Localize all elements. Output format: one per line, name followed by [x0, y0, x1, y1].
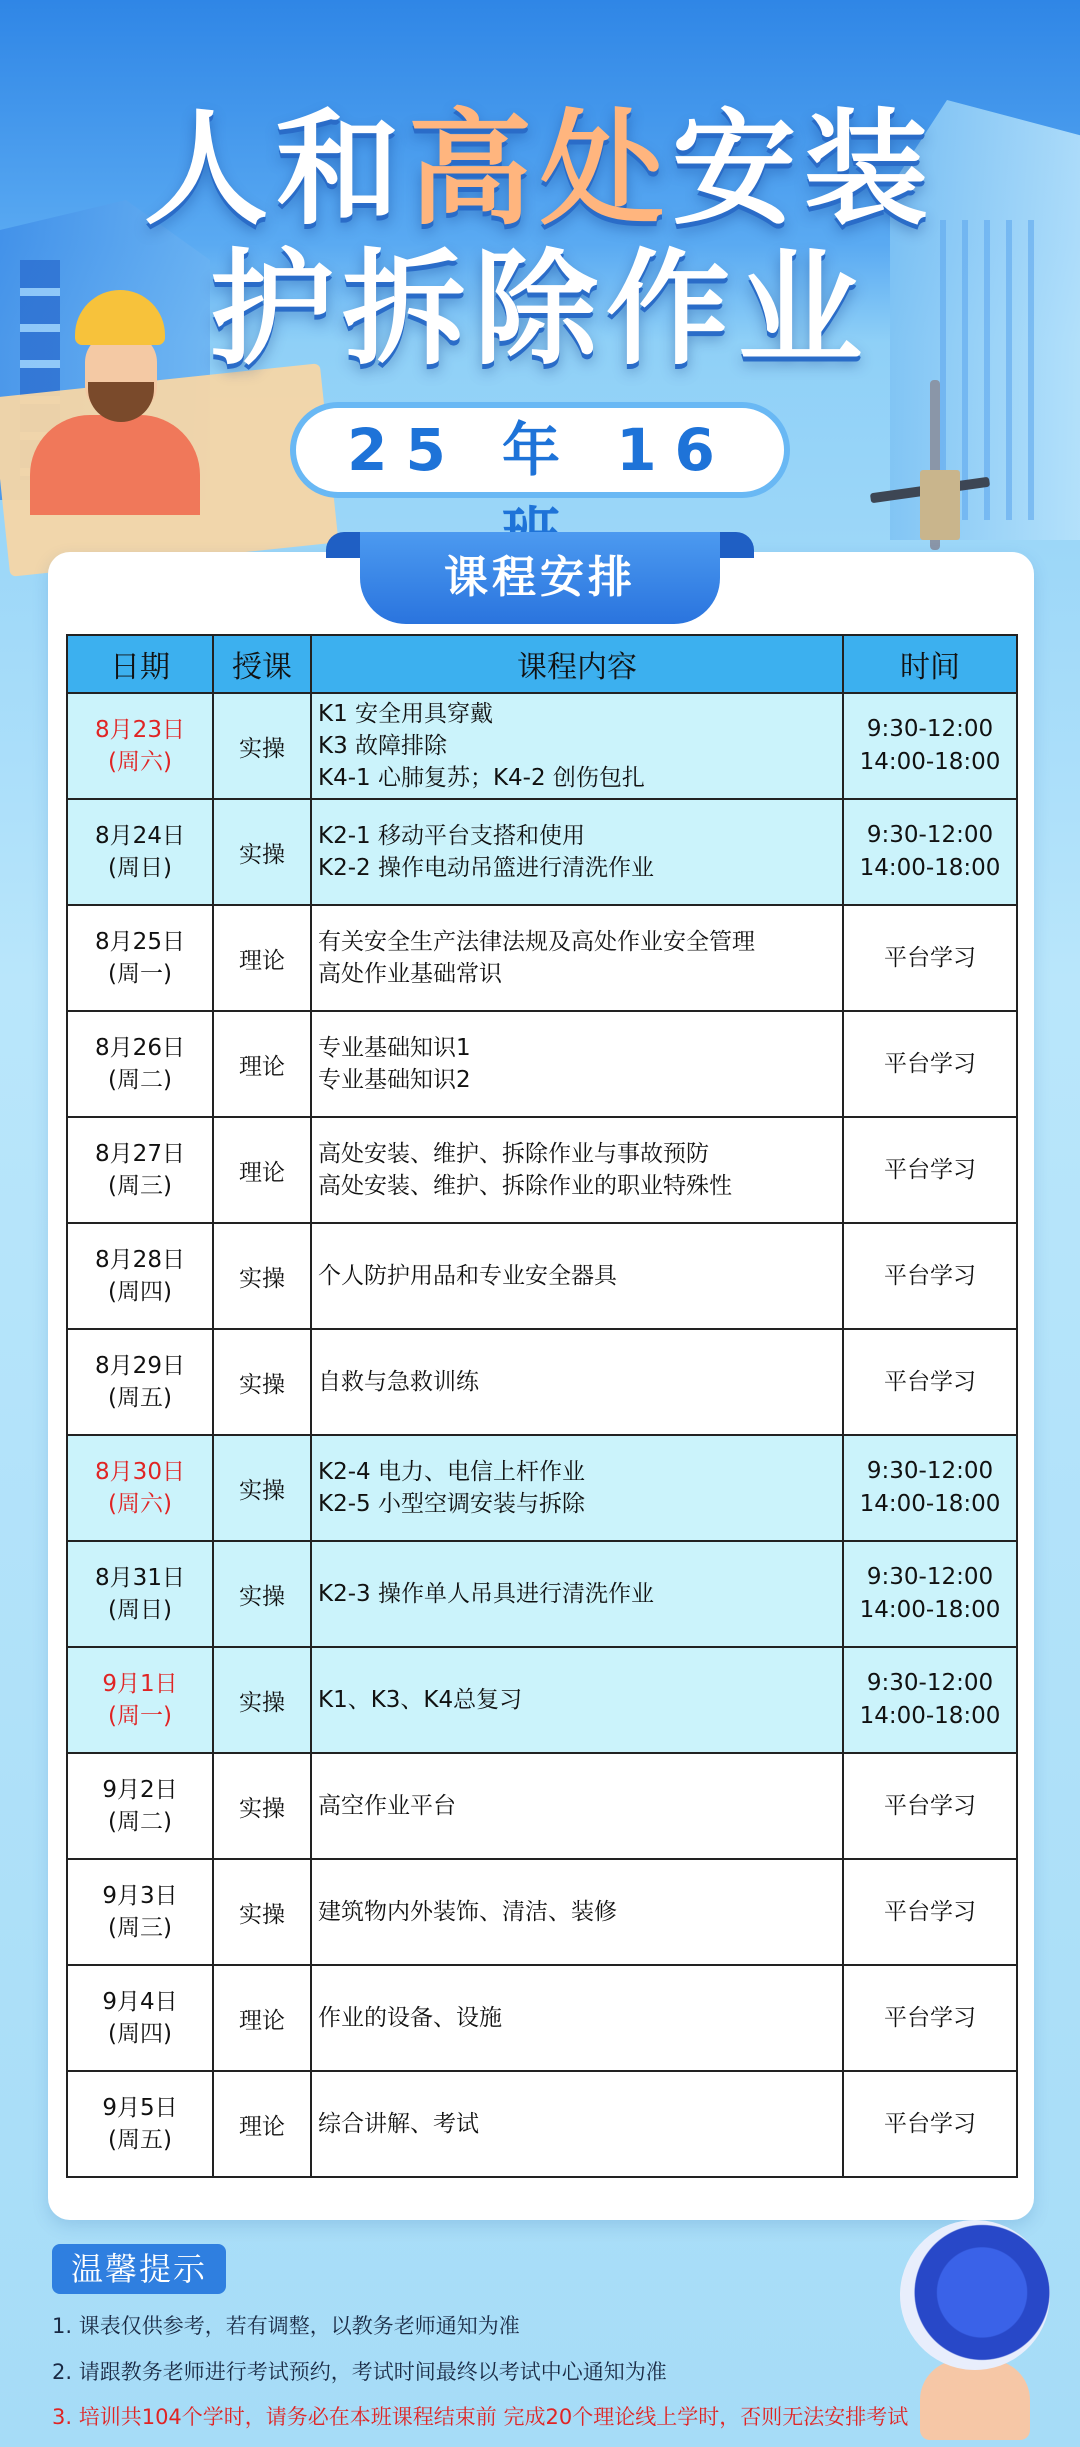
content-line: 自救与急救训练 — [318, 1369, 479, 1395]
table-row — [67, 1753, 1017, 1859]
table-row — [67, 2071, 1017, 2177]
type-cell: 实操 — [213, 1435, 311, 1541]
schedule-title: 课程安排 — [360, 532, 720, 624]
time-line: 平台学习 — [884, 1262, 976, 1289]
time-cell — [843, 1965, 1017, 2071]
type-cell: 实操 — [213, 1223, 311, 1329]
date-text: 8月27日 — [95, 1141, 185, 1167]
date-text: 9月5日 — [102, 2095, 178, 2121]
time-cell — [843, 1541, 1017, 1647]
time-line: 9:30-12:00 — [866, 1458, 994, 1484]
content-cell — [311, 1541, 843, 1647]
weekday-text: (周二) — [108, 1067, 172, 1093]
date-cell — [67, 1329, 213, 1435]
date-cell — [67, 1117, 213, 1223]
time-cell — [843, 1329, 1017, 1435]
date-cell — [67, 1435, 213, 1541]
content-cell — [311, 1223, 843, 1329]
tab-ear-left — [326, 532, 362, 558]
tips-badge: 温馨提示 — [52, 2244, 226, 2294]
date-text: 9月2日 — [102, 1777, 178, 1803]
date-cell — [67, 693, 213, 799]
date-cell — [67, 1753, 213, 1859]
page-title-line1: 人和高处安装 — [143, 98, 937, 242]
date-text: 8月30日 — [95, 1459, 185, 1485]
content-cell — [311, 1753, 843, 1859]
table-row — [67, 1541, 1017, 1647]
type-cell: 理论 — [213, 1011, 311, 1117]
content-line: K2-4 电力、电信上杆作业 — [318, 1459, 585, 1485]
time-cell — [843, 693, 1017, 799]
content-line: K1 安全用具穿戴 — [318, 701, 494, 727]
table-row — [67, 1859, 1017, 1965]
type-cell: 理论 — [213, 1965, 311, 2071]
content-line: 作业的设备、设施 — [318, 2005, 502, 2031]
table-row — [67, 1223, 1017, 1329]
time-line: 14:00-18:00 — [859, 855, 1001, 881]
table-row — [67, 1117, 1017, 1223]
content-line: 个人防护用品和专业安全器具 — [318, 1263, 617, 1289]
time-line: 9:30-12:00 — [866, 716, 994, 742]
weekday-text: (周六) — [108, 1491, 172, 1517]
content-cell — [311, 2071, 843, 2177]
content-line: 高处作业基础常识 — [318, 961, 502, 987]
content-line: K2-2 操作电动吊篮进行清洗作业 — [318, 855, 654, 881]
content-line: 专业基础知识1 — [318, 1035, 471, 1061]
table-row — [67, 799, 1017, 905]
content-cell — [311, 799, 843, 905]
time-line: 14:00-18:00 — [859, 1597, 1001, 1623]
date-cell — [67, 1859, 213, 1965]
content-line: K2-5 小型空调安装与拆除 — [318, 1491, 585, 1517]
content-line: 高空作业平台 — [318, 1793, 456, 1819]
time-line: 平台学习 — [884, 1050, 976, 1077]
weekday-text: (周五) — [108, 1385, 172, 1411]
megaphone-icon — [880, 2200, 1070, 2440]
content-cell — [311, 1011, 843, 1117]
time-line: 平台学习 — [884, 1898, 976, 1925]
page-title-line2: 护拆除作业 — [209, 238, 870, 382]
date-cell — [67, 1011, 213, 1117]
header-time: 时间 — [843, 635, 1017, 693]
content-cell — [311, 1329, 843, 1435]
content-cell — [311, 693, 843, 799]
table-row — [67, 1647, 1017, 1753]
content-line: 建筑物内外装饰、清洁、装修 — [318, 1899, 617, 1925]
type-cell: 实操 — [213, 1329, 311, 1435]
date-text: 9月4日 — [102, 1989, 178, 2015]
class-label: 25 年 16 — [290, 402, 790, 498]
date-cell — [67, 905, 213, 1011]
tip-item: 1. 课表仅供参考，若有调整，以教务老师通知为准 — [52, 2314, 520, 2338]
tip-item-warning: 3. 培训共104个学时，请务必在本班课程结束前 完成20个理论线上学时，否则无法安排考试 — [52, 2405, 909, 2429]
time-cell — [843, 799, 1017, 905]
header-date: 日期 — [67, 635, 213, 693]
date-cell — [67, 1223, 213, 1329]
time-cell — [843, 905, 1017, 1011]
table-row — [67, 1329, 1017, 1435]
weekday-text: (周六) — [108, 749, 172, 775]
date-text: 8月31日 — [95, 1565, 185, 1591]
content-line: K2-1 移动平台支搭和使用 — [318, 823, 585, 849]
date-cell — [67, 1541, 213, 1647]
table-row — [67, 1011, 1017, 1117]
time-cell — [843, 2071, 1017, 2177]
time-line: 14:00-18:00 — [859, 1703, 1001, 1729]
date-text: 8月28日 — [95, 1247, 185, 1273]
date-text: 9月3日 — [102, 1883, 178, 1909]
date-cell — [67, 1647, 213, 1753]
date-cell — [67, 2071, 213, 2177]
content-line: K3 故障排除 — [318, 733, 448, 759]
content-cell — [311, 1965, 843, 2071]
time-cell — [843, 1117, 1017, 1223]
weekday-text: (周五) — [108, 2127, 172, 2153]
time-cell — [843, 1011, 1017, 1117]
time-line: 平台学习 — [884, 1156, 976, 1183]
weekday-text: (周日) — [108, 1597, 172, 1623]
content-line: K4-1 心肺复苏；K4-2 创伤包扎 — [318, 765, 645, 791]
table-row — [67, 1435, 1017, 1541]
time-line: 14:00-18:00 — [859, 749, 1001, 775]
content-line: K2-3 操作单人吊具进行清洗作业 — [318, 1581, 654, 1607]
table-row — [67, 693, 1017, 799]
date-text: 9月1日 — [102, 1671, 178, 1697]
weekday-text: (周三) — [108, 1173, 172, 1199]
type-cell: 实操 — [213, 799, 311, 905]
date-text: 8月25日 — [95, 929, 185, 955]
time-line: 平台学习 — [884, 1792, 976, 1819]
weekday-text: (周四) — [108, 2021, 172, 2047]
time-cell — [843, 1647, 1017, 1753]
content-cell — [311, 1117, 843, 1223]
title-highlight: 高处 — [407, 98, 672, 242]
date-cell — [67, 799, 213, 905]
content-line: 有关安全生产法律法规及高处作业安全管理 — [318, 929, 755, 955]
time-cell — [843, 1435, 1017, 1541]
weekday-text: (周四) — [108, 1279, 172, 1305]
type-cell: 理论 — [213, 1117, 311, 1223]
content-line: 高处安装、维护、拆除作业的职业特殊性 — [318, 1173, 732, 1199]
time-line: 9:30-12:00 — [866, 1564, 994, 1590]
time-line: 平台学习 — [884, 1368, 976, 1395]
type-cell: 实操 — [213, 1859, 311, 1965]
tab-ear-right — [718, 532, 754, 558]
content-line: 专业基础知识2 — [318, 1067, 471, 1093]
weekday-text: (周一) — [108, 1703, 172, 1729]
type-cell: 实操 — [213, 1541, 311, 1647]
schedule-table — [66, 634, 1018, 2178]
table-row — [67, 905, 1017, 1011]
time-line: 9:30-12:00 — [866, 822, 994, 848]
date-text: 8月29日 — [95, 1353, 185, 1379]
type-cell: 实操 — [213, 1753, 311, 1859]
time-line: 平台学习 — [884, 944, 976, 971]
date-text: 8月26日 — [95, 1035, 185, 1061]
table-row — [67, 1965, 1017, 2071]
weekday-text: (周一) — [108, 961, 172, 987]
weekday-text: (周二) — [108, 1809, 172, 1835]
header-content: 课程内容 — [311, 635, 843, 693]
content-line: K1、K3、K4总复习 — [318, 1687, 523, 1713]
time-cell — [843, 1859, 1017, 1965]
time-line: 平台学习 — [884, 2004, 976, 2031]
time-line: 平台学习 — [884, 2110, 976, 2137]
time-cell — [843, 1753, 1017, 1859]
weekday-text: (周三) — [108, 1915, 172, 1941]
time-cell — [843, 1223, 1017, 1329]
type-cell: 实操 — [213, 1647, 311, 1753]
date-cell — [67, 1965, 213, 2071]
pole-box — [920, 470, 960, 540]
content-cell — [311, 1859, 843, 1965]
date-text: 8月23日 — [95, 717, 185, 743]
weekday-text: (周日) — [108, 855, 172, 881]
header-type: 授课 — [213, 635, 311, 693]
content-cell — [311, 1435, 843, 1541]
table-header-row — [67, 635, 1017, 693]
content-cell — [311, 1647, 843, 1753]
time-line: 9:30-12:00 — [866, 1670, 994, 1696]
content-line: 综合讲解、考试 — [318, 2111, 479, 2137]
type-cell: 理论 — [213, 2071, 311, 2177]
content-cell — [311, 905, 843, 1011]
date-text: 8月24日 — [95, 823, 185, 849]
content-line: 高处安装、维护、拆除作业与事故预防 — [318, 1141, 709, 1167]
tip-item: 2. 请跟教务老师进行考试预约，考试时间最终以考试中心通知为准 — [52, 2360, 667, 2384]
type-cell: 实操 — [213, 693, 311, 799]
type-cell: 理论 — [213, 905, 311, 1011]
time-line: 14:00-18:00 — [859, 1491, 1001, 1517]
